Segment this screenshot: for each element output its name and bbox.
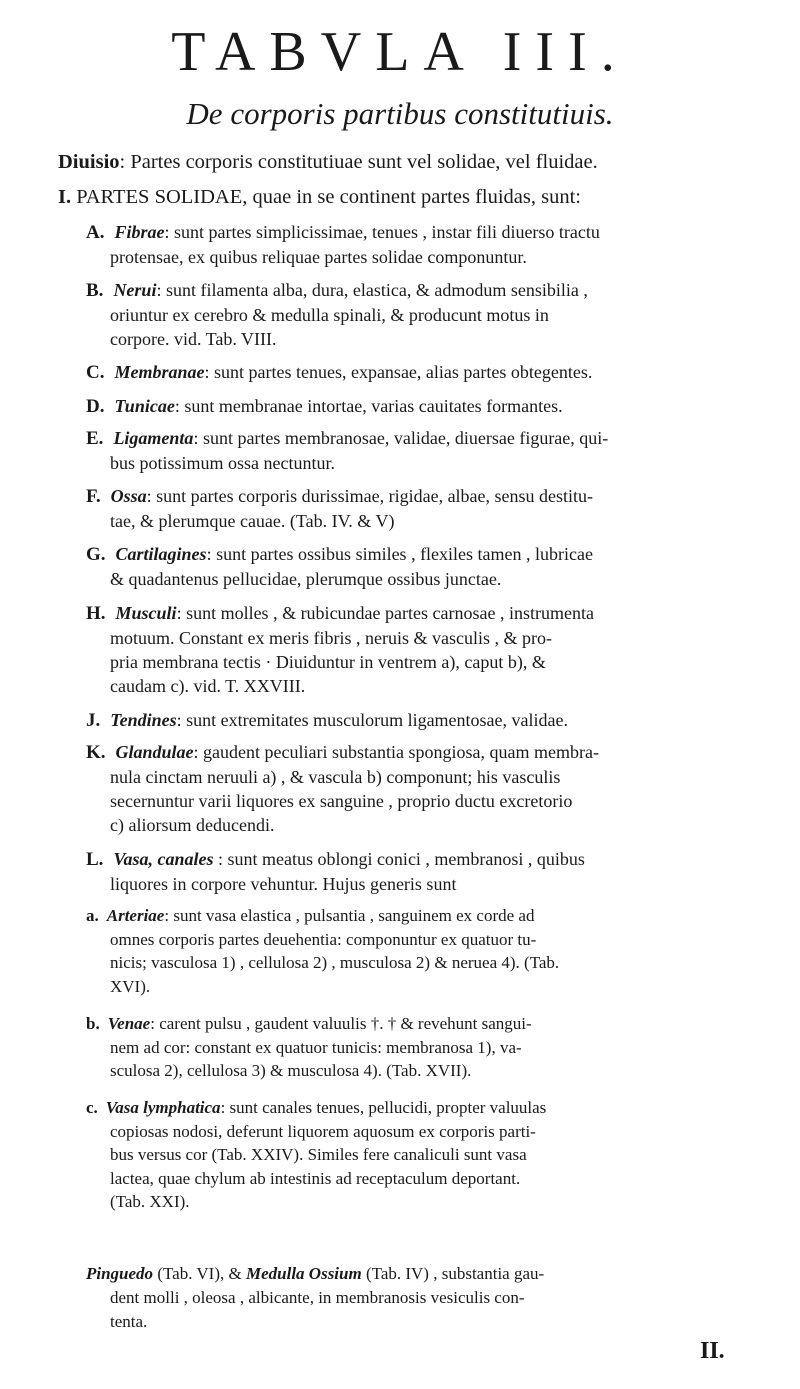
item-term: Membranae xyxy=(114,362,205,382)
subitem-text: XVI). xyxy=(110,976,151,996)
subitem-letter: b. xyxy=(86,1014,100,1033)
item-text: : sunt membranae intortae, varias cauitates formantes. xyxy=(174,396,563,416)
intro-lead: Diuisio xyxy=(58,151,120,173)
list-item xyxy=(86,601,594,698)
section-heading xyxy=(58,184,581,210)
subitem-text: nicis; vasculosa 1) , cellulosa 2) , musculosa 2) & neruea 4). (Tab. xyxy=(110,953,560,972)
item-text: : sunt partes simplicissimae, tenues , instar fili diuerso tractu xyxy=(164,222,600,242)
list-item xyxy=(86,1096,546,1214)
item-text: motuum. Constant ex meris fibris , neruis & vasculis , & pro- xyxy=(110,628,552,648)
item-text: nula cinctam neruuli a) , & vascula b) componunt; his vasculis xyxy=(110,767,561,787)
item-text: oriuntur ex cerebro & medulla spinali, & producunt motus in xyxy=(110,305,549,325)
medulla-term: Medulla Ossium xyxy=(245,1264,362,1283)
item-text: caudam c). vid. T. XXVIII. xyxy=(110,676,306,696)
list-item xyxy=(86,1012,532,1083)
subitem-text: : sunt canales tenues, pellucidi, propter valuulas xyxy=(220,1098,547,1117)
subitem-text: : carent pulsu , gaudent valuulis †. † & revehunt sangui- xyxy=(150,1014,532,1033)
subitem-text: omnes corporis partes deuehentia: componuntur ex quatuor tu- xyxy=(110,929,537,949)
pinguedo-text: dent molli , oleosa , albicante, in membranosis vesiculis con- xyxy=(110,1288,525,1307)
subitem-letter: a. xyxy=(86,906,99,925)
item-text: : sunt partes membranosae, validae, diuersae figurae, qui- xyxy=(193,428,609,448)
item-term: Tendines xyxy=(110,710,177,730)
item-term: Nerui xyxy=(113,280,157,300)
section-text: PARTES SOLIDAE, quae in se continent partes fluidas, sunt: xyxy=(76,186,581,208)
item-term: Cartilagines xyxy=(115,544,207,564)
item-letter: A. xyxy=(86,222,105,243)
item-text: secernuntur varii liquores ex sanguine , proprio ductu excretorio xyxy=(110,791,573,811)
subitem-text: : sunt vasa elastica , pulsantia , sanguinem ex corde ad xyxy=(164,906,535,925)
item-letter: F. xyxy=(86,486,101,507)
list-item xyxy=(86,278,588,351)
list-item xyxy=(86,708,568,733)
list-item xyxy=(86,542,593,591)
subitem-text: lactea, quae chylum ab intestinis ad receptaculum deportant. xyxy=(110,1168,521,1188)
item-term: Musculi xyxy=(115,603,177,623)
subitem-text: copiosas nodosi, deferunt liquorem aquosum ex corporis parti- xyxy=(110,1121,536,1141)
subitem-text: bus versus cor (Tab. XXIV). Similes fere canaliculi sunt vasa xyxy=(110,1145,527,1164)
intro-text: : Partes corporis constitutiuae sunt vel solidae, vel fluidae. xyxy=(119,151,598,173)
subitem-letter: c. xyxy=(86,1098,98,1117)
item-term: Tunicae xyxy=(114,396,175,416)
subitem-text: nem ad cor: constant ex quatuor tunicis: membranosa 1), va- xyxy=(110,1037,522,1057)
page-marker: II. xyxy=(700,1338,725,1364)
pinguedo-term: Pinguedo xyxy=(86,1264,154,1283)
subitem-term: Venae xyxy=(107,1014,151,1033)
item-letter: G. xyxy=(86,544,106,565)
list-item xyxy=(86,360,592,385)
list-item xyxy=(86,220,600,269)
pinguedo-text: (Tab. IV) , substantia gau- xyxy=(361,1264,545,1283)
item-text: & quadantenus pellucidae, plerumque ossibus junctae. xyxy=(110,569,502,589)
item-text: protensae, ex quibus reliquae partes solidae componuntur. xyxy=(110,247,527,267)
pinguedo-paragraph xyxy=(86,1262,544,1334)
list-item xyxy=(86,740,599,837)
item-text: : sunt partes tenues, expansae, alias partes obtegentes. xyxy=(204,362,593,382)
item-term: Glandulae xyxy=(115,742,194,762)
item-letter: D. xyxy=(86,396,105,417)
item-letter: H. xyxy=(86,603,106,624)
list-item xyxy=(86,484,593,533)
item-text: : sunt molles , & rubicundae partes carnosae , instrumenta xyxy=(176,603,594,623)
item-text: liquores in corpore vehuntur. Hujus generis sunt xyxy=(110,874,457,894)
item-text: pria membrana tectis · Diuiduntur in ventrem a), caput b), & xyxy=(110,652,546,672)
list-item xyxy=(86,847,585,896)
subitem-term: Vasa lymphatica xyxy=(105,1098,221,1117)
item-text: tae, & plerumque cauae. (Tab. IV. & V) xyxy=(110,511,395,531)
subitem-term: Arteriae xyxy=(106,906,165,925)
item-letter: C. xyxy=(86,362,105,383)
item-text: : sunt extremitates musculorum ligamentosae, validae. xyxy=(176,710,569,730)
item-term: Vasa, canales xyxy=(113,849,214,869)
item-term: Fibrae xyxy=(114,222,165,242)
subitem-text: sculosa 2), cellulosa 3) & musculosa 4). (Tab. XVII). xyxy=(110,1061,472,1080)
list-item xyxy=(86,426,608,475)
item-text: c) aliorsum deducendi. xyxy=(110,815,275,835)
item-text: : sunt partes corporis durissimae, rigidae, albae, sensu destitu- xyxy=(146,486,594,506)
page-subtitle: De corporis partibus constitutiuis. xyxy=(186,96,614,131)
item-letter: J. xyxy=(86,710,101,731)
list-item xyxy=(86,394,563,419)
pinguedo-text: (Tab. VI), & xyxy=(153,1264,246,1283)
item-letter: E. xyxy=(86,428,104,449)
item-term: Ossa xyxy=(110,486,147,506)
list-item xyxy=(86,904,559,998)
subitem-text: (Tab. XXI). xyxy=(110,1192,190,1211)
section-number: I. xyxy=(58,186,72,208)
item-text: : gaudent peculiari substantia spongiosa, quam membra- xyxy=(193,742,599,762)
item-text: corpore. vid. Tab. VIII. xyxy=(110,329,277,349)
item-text: : sunt meatus oblongi conici , membranosi , quibus xyxy=(213,849,585,869)
item-letter: B. xyxy=(86,280,104,301)
item-text: : sunt partes ossibus similes , flexiles tamen , lubricae xyxy=(206,544,593,564)
intro-paragraph xyxy=(58,149,598,175)
item-text: : sunt filamenta alba, dura, elastica, & admodum sensibilia , xyxy=(156,280,588,300)
item-term: Ligamenta xyxy=(113,428,194,448)
page-title: TABVLA III. xyxy=(171,21,629,83)
pinguedo-text: tenta. xyxy=(110,1312,148,1331)
item-letter: L. xyxy=(86,849,104,870)
item-letter: K. xyxy=(86,742,106,763)
item-text: bus potissimum ossa nectuntur. xyxy=(110,453,335,473)
